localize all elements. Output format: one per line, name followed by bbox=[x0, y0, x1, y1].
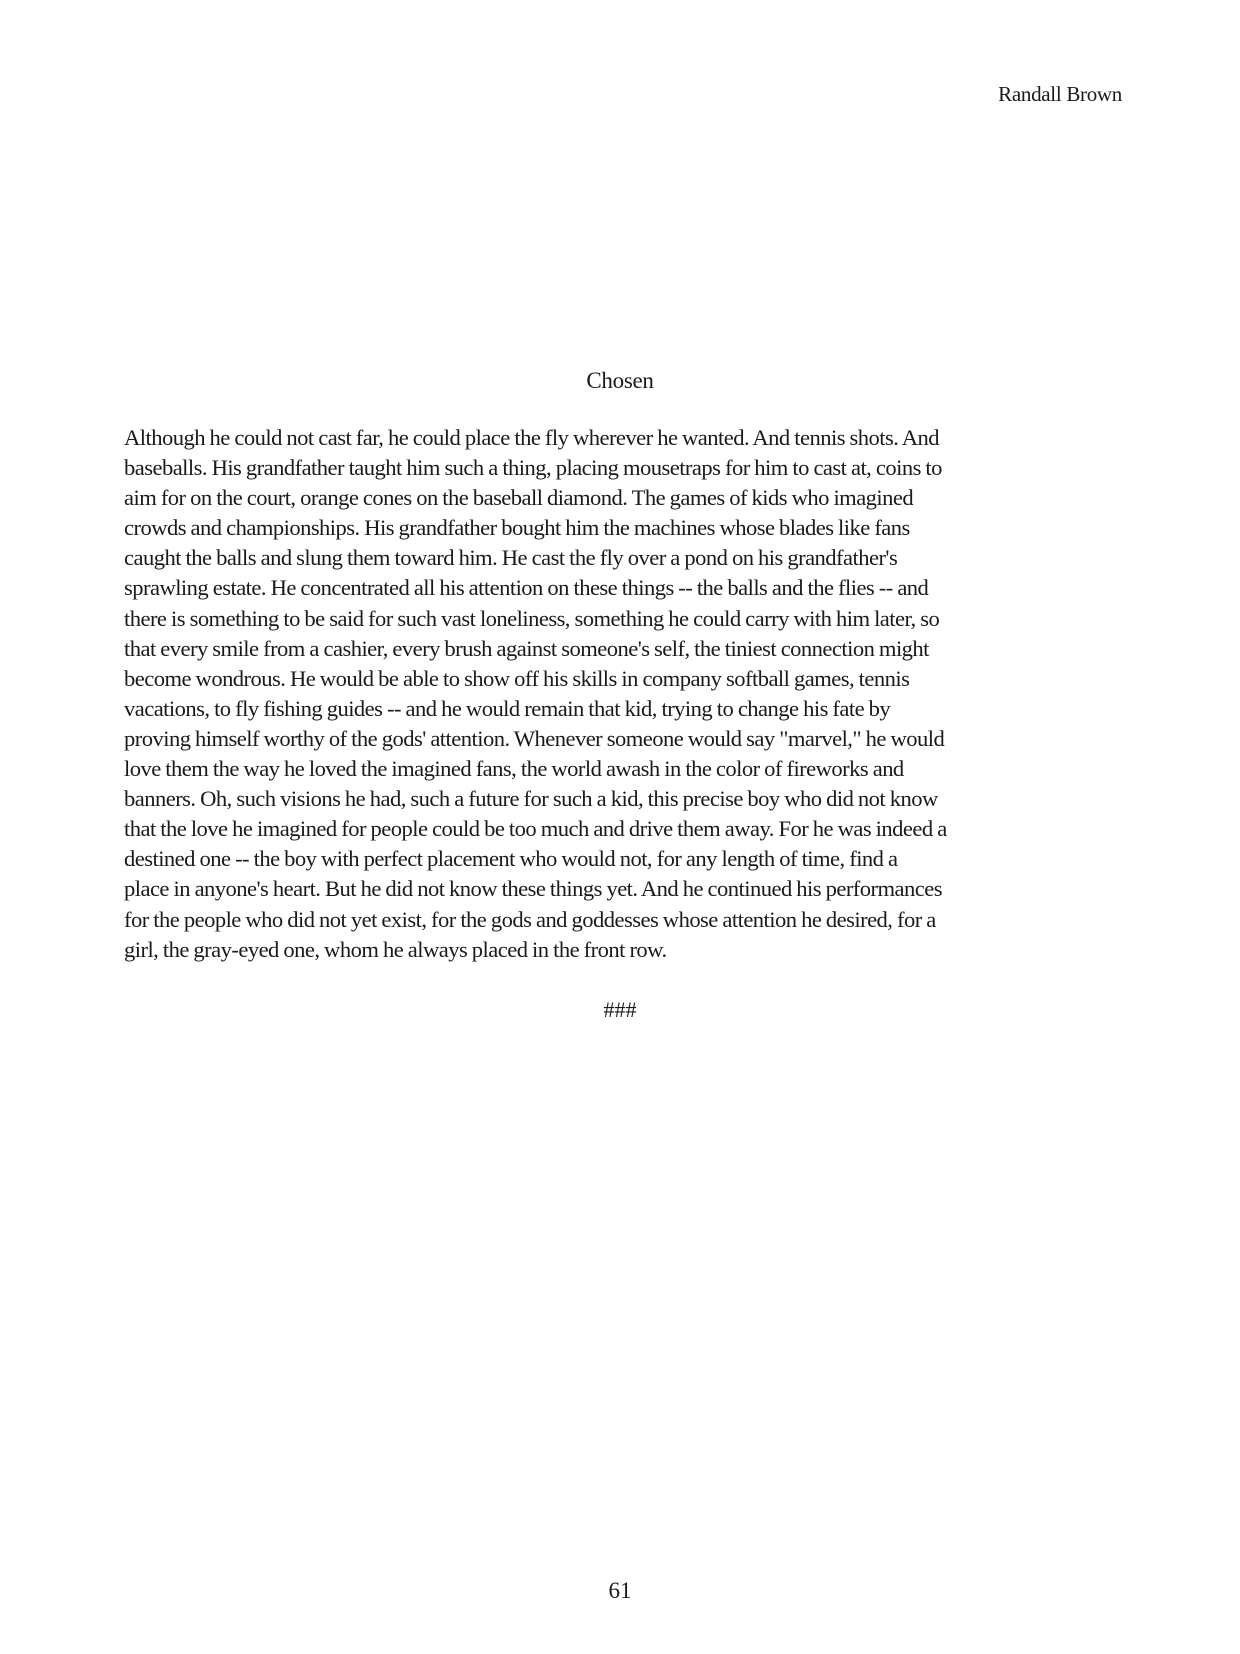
body-line: love them the way he loved the imagined fans, the world awash in the color of fireworks and bbox=[124, 756, 904, 782]
body-line: aim for on the court, orange cones on the baseball diamond. The games of kids who imagined bbox=[124, 485, 914, 511]
body-line: caught the balls and slung them toward him. He cast the fly over a pond on his grandfather's bbox=[124, 545, 898, 571]
body-line: destined one -- the boy with perfect placement who would not, for any length of time, find a bbox=[124, 846, 898, 872]
body-line: for the people who did not yet exist, for the gods and goddesses whose attention he desired, for a bbox=[124, 906, 936, 932]
body-line: place in anyone's heart. But he did not know these things yet. And he continued his performances bbox=[124, 876, 942, 902]
end-mark: ### bbox=[603, 997, 637, 1022]
body-line: sprawling estate. He concentrated all his attention on these things -- the balls and the flies -- and bbox=[124, 575, 929, 601]
story-title: Chosen bbox=[586, 368, 654, 393]
page-number: 61 bbox=[608, 1578, 632, 1603]
story-body bbox=[124, 423, 1116, 965]
body-line: crowds and championships. His grandfather bought him the machines whose blades like fans bbox=[124, 515, 910, 541]
body-line: proving himself worthy of the gods' attention. Whenever someone would say "marvel," he would bbox=[124, 725, 945, 751]
body-line: girl, the gray-eyed one, whom he always placed in the front row. bbox=[124, 936, 667, 962]
author-name: Randall Brown bbox=[998, 82, 1122, 106]
body-line: that every smile from a cashier, every brush against someone's self, the tiniest connection might bbox=[124, 635, 929, 661]
body-line: vacations, to fly fishing guides -- and he would remain that kid, trying to change his fate by bbox=[124, 695, 891, 721]
body-line: that the love he imagined for people could be too much and drive them away. For he was indeed a bbox=[124, 816, 947, 842]
body-line: there is something to be said for such vast loneliness, something he could carry with him later, so bbox=[124, 605, 940, 631]
body-line: become wondrous. He would be able to show off his skills in company softball games, tennis bbox=[124, 665, 910, 691]
body-line: banners. Oh, such visions he had, such a future for such a kid, this precise boy who did not know bbox=[124, 786, 938, 812]
body-line: baseballs. His grandfather taught him such a thing, placing mousetraps for him to cast at, coins to bbox=[124, 455, 942, 481]
body-line: Although he could not cast far, he could place the fly wherever he wanted. And tennis shots. And bbox=[124, 425, 939, 450]
